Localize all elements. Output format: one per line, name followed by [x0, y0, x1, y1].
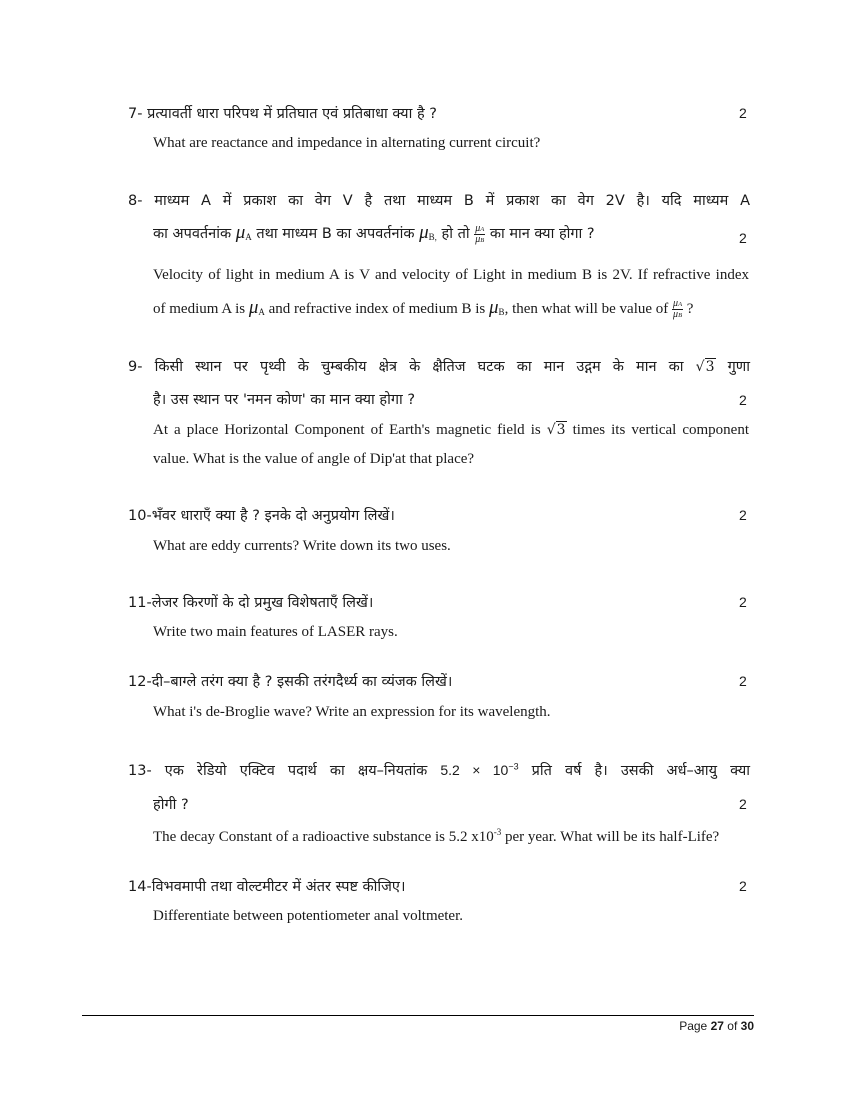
- question-text: किसी स्थान पर पृथ्वी के चुम्बकीय क्षेत्र के क्षैतिज घटक का मान उद्गम के मान का: [154, 359, 684, 375]
- question-9-marks: 2: [739, 392, 747, 408]
- question-14-marks: 2: [739, 878, 747, 894]
- question-text: प्रत्यावर्ती धारा परिपथ में प्रतिघात एवं प्रतिबाधा क्या है ?: [147, 106, 437, 122]
- exponent: -3: [493, 827, 502, 837]
- question-10-english: What are eddy currents? Write down its two uses.: [153, 538, 451, 554]
- question-text: दी–बाग्ले तरंग क्या है ? इसकी तरंगदैर्ध्य का व्यंजक लिखें।: [151, 674, 453, 690]
- question-13-marks: 2: [739, 796, 747, 812]
- question-text: प्रति वर्ष है। उसकी अर्ध–आयु क्या: [531, 763, 751, 779]
- question-text: का मान क्या होगा ?: [489, 226, 595, 242]
- question-7-marks: 2: [739, 105, 747, 121]
- mu-a-symbol: $\mu_A$: [235, 222, 252, 243]
- question-8-hindi-line2: [153, 222, 595, 245]
- page-footer: [679, 1019, 754, 1033]
- page-number: 27: [710, 1019, 724, 1033]
- question-text: तथा माध्यम B का अपवर्तनांक: [256, 226, 415, 242]
- page-label: Page: [679, 1019, 708, 1033]
- mu-a-symbol: $\mu_A$: [248, 297, 265, 318]
- question-text: भँवर धाराएँ क्या है ? इनके दो अनुप्रयोग लिखें।: [151, 508, 395, 524]
- question-number: 9-: [128, 359, 143, 375]
- question-14-english: Differentiate between potentiometer anal voltmeter.: [153, 908, 464, 924]
- question-7-hindi: [128, 103, 437, 123]
- question-9-english-line2: value. What is the value of angle of Dip'at that place?: [153, 451, 475, 467]
- question-7-english: What are reactance and impedance in alternating current circuit?: [153, 135, 541, 151]
- question-9-hindi-line2: है। उस स्थान पर 'नमन कोण' का मान क्या होगा ?: [153, 392, 416, 408]
- question-text: per year. What will be its half-Life?: [501, 829, 720, 845]
- question-12-hindi: [128, 671, 452, 691]
- question-12-marks: 2: [739, 673, 747, 689]
- question-text: हो तो: [441, 226, 470, 242]
- question-text: एक रेडियो एक्टिव पदार्थ का क्षय–नियतांक: [164, 763, 428, 779]
- question-8-marks: 2: [739, 230, 747, 246]
- question-text: times its vertical component: [572, 422, 749, 438]
- question-text: गुणा: [727, 359, 751, 375]
- mu-b-symbol: $\mu_B$: [489, 297, 505, 318]
- question-text: and refractive index of medium B is: [268, 301, 486, 317]
- question-number: 10-: [128, 508, 152, 524]
- question-text: The decay Constant of a radioactive substance is 5.2 x10: [153, 829, 494, 845]
- question-text: At a place Horizontal Component of Earth's magnetic field is: [153, 422, 541, 438]
- question-text: का अपवर्तनांक: [153, 226, 232, 242]
- question-13-hindi-line2: होगी ?: [153, 797, 189, 813]
- question-text: , then what will be value of: [504, 301, 669, 317]
- question-number: 12-: [128, 674, 152, 690]
- question-13-hindi-line1: [128, 760, 750, 780]
- question-text: माध्यम A में प्रकाश का वेग V है तथा माध्यम B में प्रकाश का वेग 2V है। यदि माध्यम A: [154, 193, 750, 209]
- question-8-hindi-line1: [128, 190, 750, 210]
- question-9-hindi-line1: [128, 356, 750, 376]
- question-text: of medium A is: [153, 301, 246, 317]
- question-11-hindi: [128, 592, 373, 612]
- question-13-english: [153, 827, 719, 846]
- question-12-english: What i's de-Broglie wave? Write an expression for its wavelength.: [153, 704, 551, 720]
- question-text: लेजर किरणों के दो प्रमुख विशेषताएँ लिखें।: [151, 595, 374, 611]
- question-8-english-line2: [153, 297, 693, 320]
- footer-divider: [82, 1015, 754, 1016]
- sqrt-symbol: √3: [695, 359, 715, 375]
- question-9-english-line1: [153, 422, 749, 439]
- mu-ratio-fraction: $\frac{\mu A}{\mu B}$: [673, 298, 683, 321]
- question-8-english-line1: Velocity of light in medium A is V and velocity of Light in medium B is 2V. If refractive index: [153, 267, 749, 283]
- page-total: 30: [740, 1019, 754, 1033]
- question-text: विभवमापी तथा वोल्टमीटर में अंतर स्पष्ट कीजिए।: [151, 879, 406, 895]
- question-number: 13-: [128, 763, 152, 779]
- mu-b-symbol: $\mu_{B,}$: [419, 222, 437, 243]
- decay-constant-value: $5.2 \times 10^{-3}$: [440, 761, 519, 778]
- mu-ratio-fraction: $\frac{\mu A}{\mu B}$: [475, 222, 485, 245]
- question-11-marks: 2: [739, 594, 747, 610]
- page-of-label: of: [727, 1019, 738, 1033]
- question-10-hindi: [128, 505, 395, 525]
- question-10-marks: 2: [739, 507, 747, 523]
- question-number: 11-: [128, 595, 152, 611]
- question-number: 7-: [128, 106, 143, 122]
- question-number: 14-: [128, 879, 152, 895]
- question-11-english: Write two main features of LASER rays.: [153, 624, 398, 640]
- sqrt-symbol: √3: [546, 422, 566, 438]
- question-number: 8-: [128, 193, 143, 209]
- question-text: ?: [686, 301, 694, 317]
- question-14-hindi: [128, 876, 405, 896]
